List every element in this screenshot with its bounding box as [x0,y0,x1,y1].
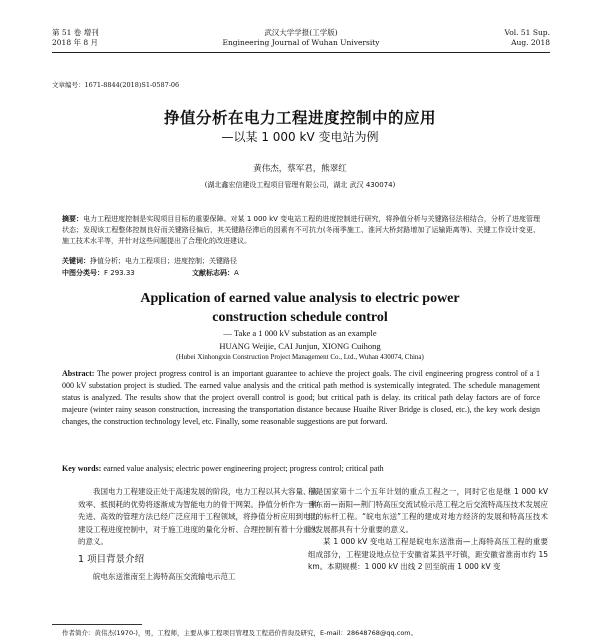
abstract-en-text: The power project progress control is an important guarantee to achieve the project goals. The civil engineering progress control of a 1 000 kV substation project is studied. The earned value analysis and the critical path method is systemically integrated. The schedule management status is analyzed. The results show that the project overall control is good; but critical path is delay. its critical path delay factors are of force majeure (winter rainy season construction, increasing the transportation distance because Huaihe River Bridge is closed, etc.), the key work design changes, the construction technology level, etc. Finally, some reasonable suggestions are put forward. [62,369,540,426]
affiliation-en: (Hubei Xinhongxin Construction Project Management Co., Ltd., Wuhan 430074, China) [176,353,424,361]
header-volume-en [505,28,551,48]
abstract-zh-text: 电力工程进度控制是实现项目目标的重要保障。对某 1 000 kV 变电站工程的进度控制进行研究，将挣值分析与关键路径法相结合，分析了进度管理状态；发现该工程整体控制良好而关键路径偏后，其关键路径滞后的因素有不可抗力(冬雨季施工、淮河大桥封路增加了运输距离等)、关键工作设计变更、施工技术水平等，并针对这些问题提出了合理化的改进建议。 [62,215,541,245]
keywords-zh-text: 挣值分析；电力工程项目；进度控制；关键路径 [90,257,237,265]
abstract-en [62,368,540,428]
body-column-left [78,486,318,584]
keywords-zh-label: 关键词： [62,257,90,265]
title-en [40,289,560,327]
body-column-right [308,486,548,574]
keywords-en-label: Key words: [62,464,102,473]
classification-zh [62,268,239,278]
journal-name-en: Engineering Journal of Wuhan University [222,38,380,47]
header-rule [52,52,550,53]
abstract-zh [62,214,540,247]
journal-name-zh: 武汉大学学报(工学版) [264,28,338,37]
section-heading: 1 项目背景介绍 [78,553,145,565]
authors-en: HUANG Weijie, CAI Junjun, XIONG Cuihong [219,341,381,351]
header-journal [52,28,550,48]
doc-code-value: A [234,269,239,277]
abstract-zh-label: 摘要： [62,215,84,223]
header-date-zh: 2018 年 8 月 [52,38,99,47]
title-zh: 挣值分析在电力工程进度控制中的应用 [163,109,436,127]
subtitle-zh: —以某 1 000 kV 变电站为例 [221,130,379,144]
body-paragraph: 皖电东送淮南至上海特高压交流输电示范工 [93,572,236,581]
title-en-line1: Application of earned value analysis to electric power [140,291,460,306]
body-paragraph: 某 1 000 kV 变电站工程是皖电东送淮南—上海特高压工程的重要组成部分，工程建设地点位于安徽省某县平圩镇，距安徽省淮南市约 15 km。本期规模：1 000 kV 出线 2 回至皖南 1 000 kV 变 [308,537,548,571]
header-date-en: Aug. 2018 [511,38,550,47]
header-volume-en-line: Vol. 51 Sup. [504,28,550,37]
author-footnote: 作者简介：黄伟杰(1970-)，男，工程师，主要从事工程项目管理及工程造价咨询及研究，E-mail：28648768@qq.com。 [62,629,418,637]
authors-zh: 黄伟杰，蔡军君，熊翠红 [253,164,347,174]
subtitle-en: — Take a 1 000 kV substation as an example [223,328,377,338]
keywords-zh [62,256,540,266]
affiliation-zh: (湖北鑫宏信建设工程项目管理有限公司，湖北 武汉 430074) [204,181,396,189]
body-paragraph: 我国电力工程建设正处于高速发展的阶段，电力工程以其大容量、高效率、抵损耗的优势将逐渐成为智能电力的骨干网架。挣值分析作为一种先进、高效的管理方法已经广泛应用于工程领域，将挣值分析应用到电力建设工程进度控制中，对于施工进度的量化分析、合理控制有着十分重大的意义。 [78,487,318,546]
keywords-en-text: earned value analysis; electric power engineering project; progress control; critical path [103,464,384,473]
title-en-line2: construction schedule control [212,310,388,325]
body-paragraph: 程是国家第十二个五年计划的重点工程之一，同时它也是继 1 000 kV 晋东南—南阳—荆门特高压交流试验示范工程之后交流特高压技术发展应用的标杆工程。“皖电东送”工程的建成对地方经济的发展和特高压技术的发展都具有十分重要的意义。 [308,487,548,534]
doc-code-label: 文献标志码： [192,269,234,277]
abstract-en-label: Abstract: [62,369,95,378]
article-number: 文章编号：1671-8844(2018)S1-0587-06 [52,81,180,89]
footnote-rule [52,624,142,625]
header-volume-zh: 第 51 卷 增刊 [52,28,99,37]
class-zh-value: F 293.33 [104,269,135,277]
class-zh-label: 中图分类号： [62,269,104,277]
keywords-en [62,464,540,473]
